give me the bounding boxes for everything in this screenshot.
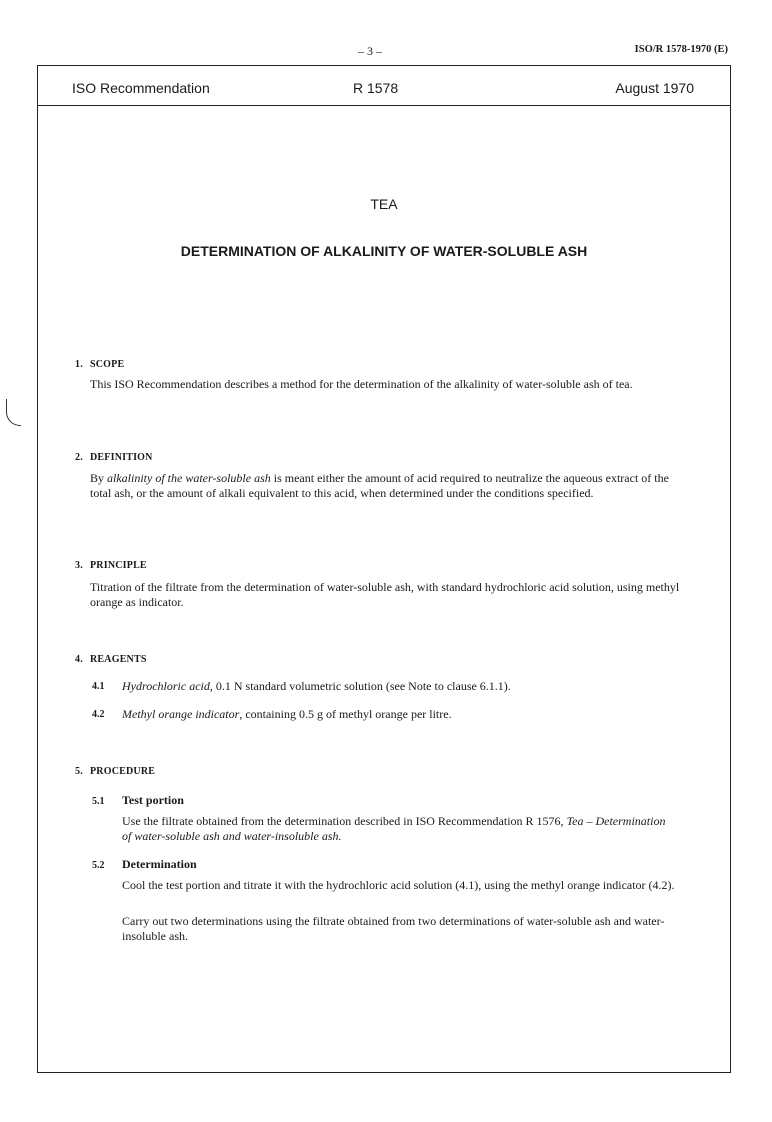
definition-post: is meant either the amount of acid required to neutralize the aqueous extract of the total ash, or the amount of alkali equivalent to this acid, when determined under the conditions specified. [90,471,669,500]
subsection-number: 5.1 [92,796,105,807]
section-title: SCOPE [90,359,125,370]
section-title: PRINCIPLE [90,560,147,571]
page-frame [37,65,731,1073]
principle-text: Titration of the filtrate from the determination of water-soluble ash, with standard hydrochloric acid solution, using methyl orange as indicator. [90,580,680,609]
subsection-number: 5.2 [92,860,105,871]
section-title: REAGENTS [90,654,147,665]
document-title: TEA [370,196,398,212]
definition-text [90,471,690,501]
section-number: 3. [75,560,83,571]
reagent-rest: , containing 0.5 g of methyl orange per litre. [239,707,452,721]
reagent-text [122,707,682,722]
subsection-title: Determination [122,857,197,871]
header-right: August 1970 [615,80,694,96]
definition-term: alkalinity of the water-soluble ash [107,471,271,485]
subsection-title: Test portion [122,793,184,807]
reagent-number: 4.1 [92,681,105,692]
definition-pre: By [90,471,108,485]
subsection-heading-test-portion [92,793,184,808]
determination-text-2: Carry out two determinations using the filtrate obtained from two determinations of water-soluble ash and water-insoluble ash. [122,914,665,943]
reagent-text [122,679,682,694]
section-heading-reagents [75,654,147,665]
subsection-heading-determination [92,857,197,872]
section-title: DEFINITION [90,452,153,463]
section-number: 4. [75,654,83,665]
test-portion-pre: Use the filtrate obtained from the determination described in ISO Recommendation R 1576, [122,814,567,828]
header-middle: R 1578 [353,80,399,96]
section-heading-scope [75,359,124,370]
determination-text-1: Cool the test portion and titrate it with the hydrochloric acid solution (4.1), using the methyl orange indicator (4.2). [122,878,675,892]
reagent-rest: , 0.1 N standard volumetric solution (see Note to clause 6.1.1). [209,679,511,693]
reagent-term: Methyl orange indicator [122,707,240,721]
reagent-term: Hydrochloric acid [122,679,210,693]
test-portion-text [122,814,667,844]
header-bar [38,66,730,106]
reagent-number: 4.2 [92,709,105,720]
section-heading-procedure [75,766,155,777]
header-left: ISO Recommendation [72,80,210,96]
section-number: 2. [75,452,83,463]
scope-text: This ISO Recommendation describes a method for the determination of the alkalinity of water-soluble ash of tea. [90,377,633,391]
section-number: 1. [75,359,83,370]
margin-mark [6,399,21,426]
section-heading-principle [75,560,147,571]
section-number: 5. [75,766,83,777]
section-heading-definition [75,452,153,463]
document-subtitle: DETERMINATION OF ALKALINITY OF WATER-SOLUBLE ASH [180,243,588,259]
page-number: – 3 – [358,44,382,58]
test-portion-reference: Tea – Determination of water-soluble ash and water-insoluble ash. [122,814,666,843]
document-reference: ISO/R 1578-1970 (E) [634,44,728,55]
section-title: PROCEDURE [90,766,156,777]
